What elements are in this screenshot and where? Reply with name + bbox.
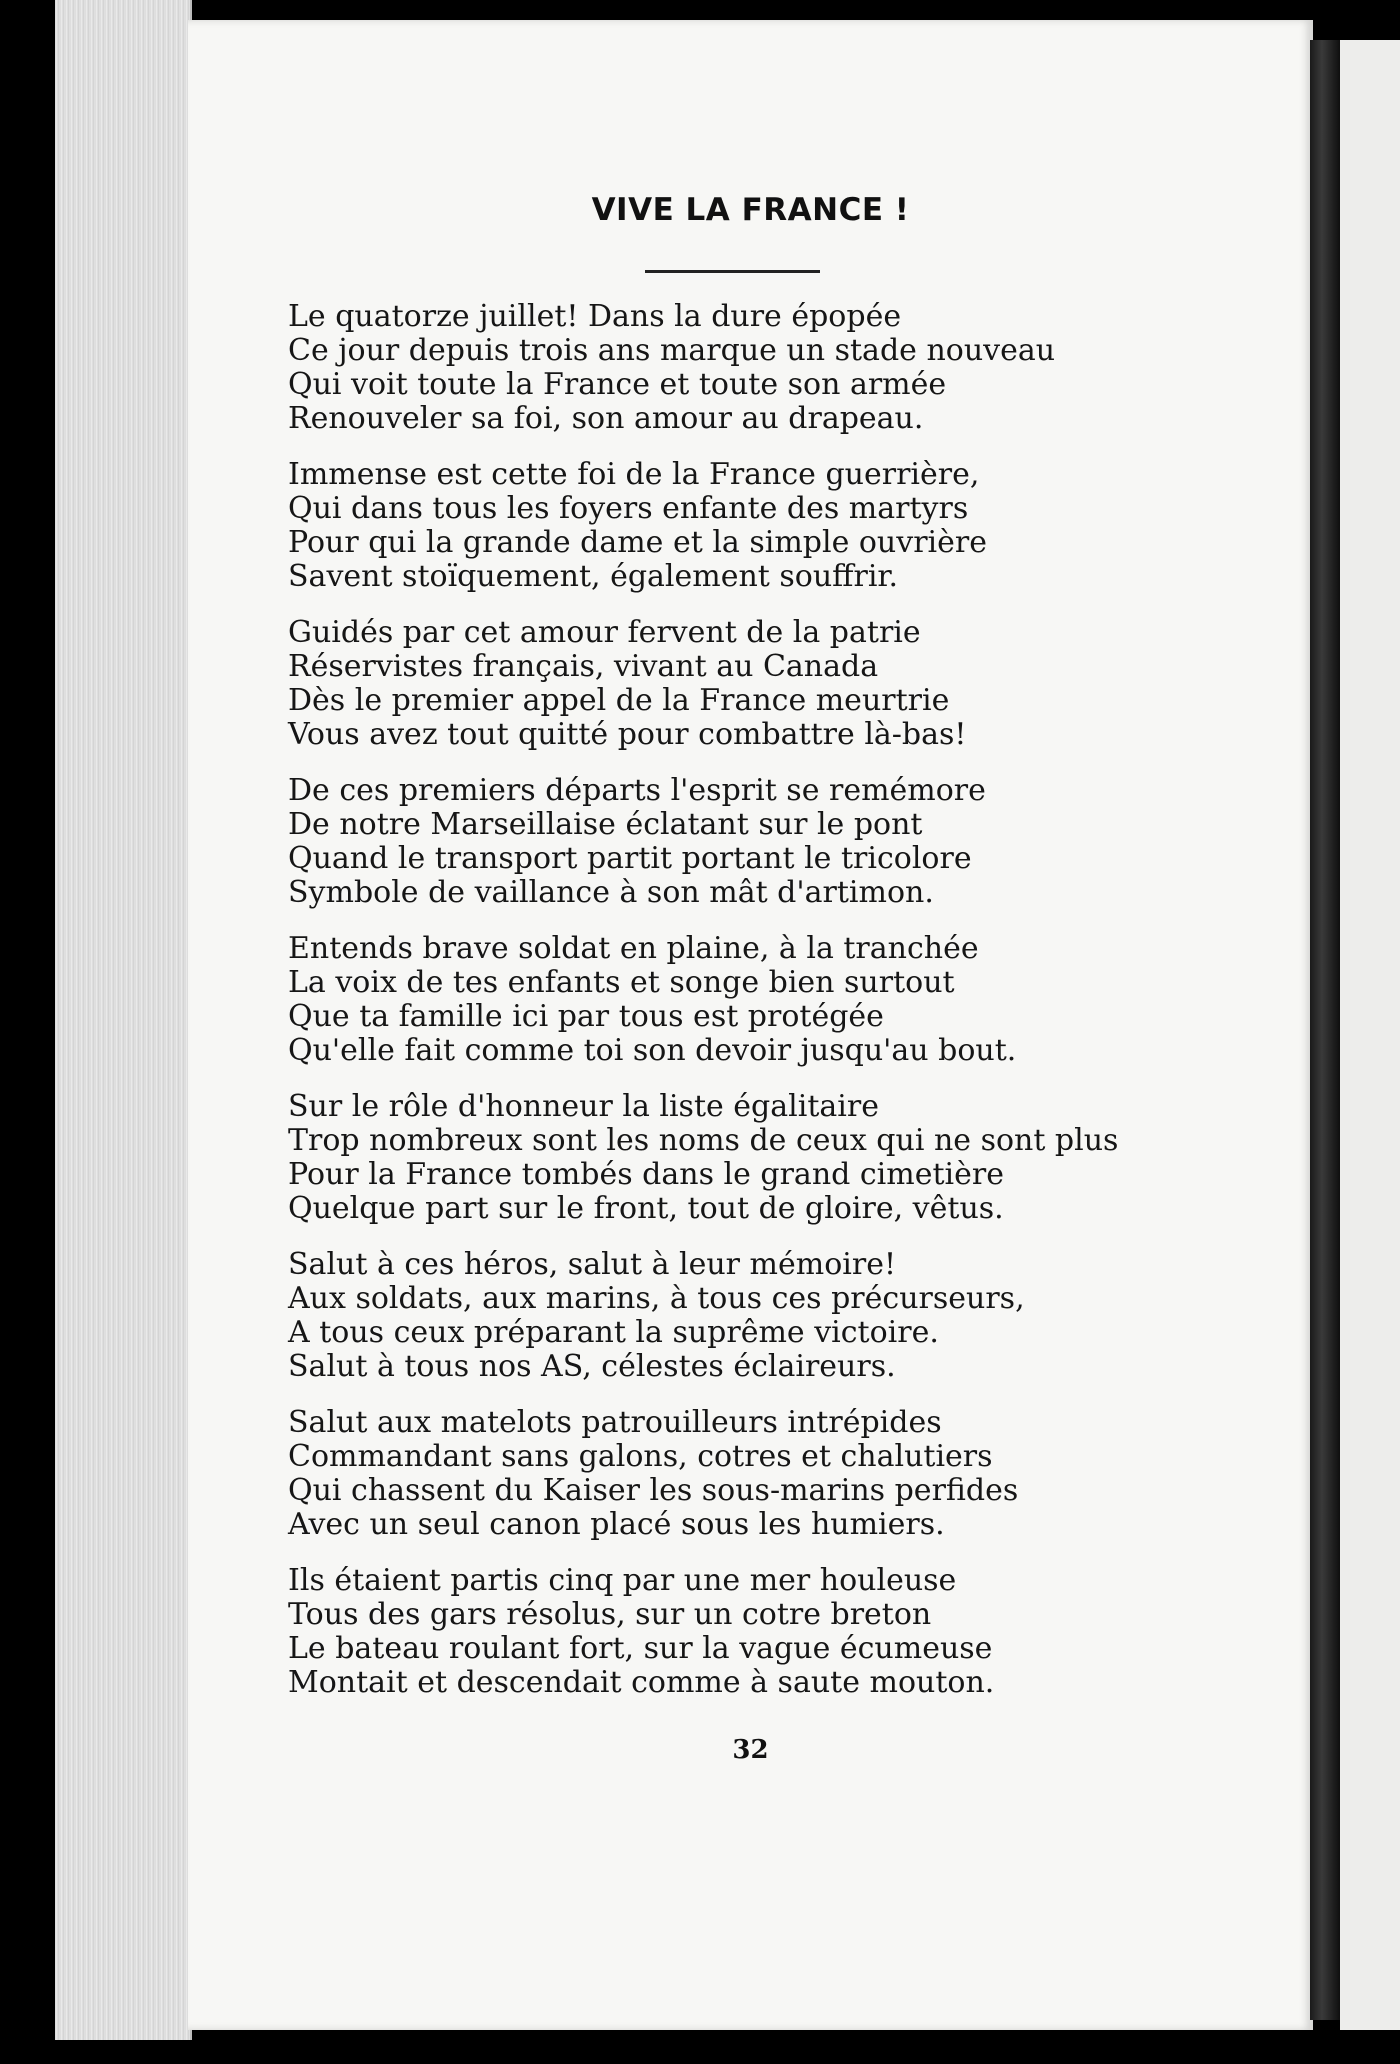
poem-line: Trop nombreux sont les noms de ceux qui ne sont plus (288, 1123, 1119, 1158)
stanza (288, 932, 1168, 1068)
poem-line: Aux soldats, aux marins, à tous ces précurseurs, (288, 1281, 1025, 1316)
poem-line: Montait et descendait comme à saute mouton. (288, 1665, 995, 1700)
book-gutter (1310, 40, 1340, 2020)
poem-line: De ces premiers départs l'esprit se remémore (288, 773, 986, 808)
poem-line: Sur le rôle d'honneur la liste égalitaire (288, 1089, 879, 1124)
poem-line: La voix de tes enfants et songe bien surtout (288, 965, 955, 1000)
stanza (288, 300, 1168, 436)
page-edges (55, 0, 192, 2040)
poem-line: Renouveler sa foi, son amour au drapeau. (288, 401, 924, 436)
poem-line: Salut aux matelots patrouilleurs intrépides (288, 1405, 942, 1440)
poem-line: Immense est cette foi de la France guerrière, (288, 457, 980, 492)
poem-line: Pour qui la grande dame et la simple ouvrière (288, 525, 987, 560)
poem-line: Guidés par cet amour fervent de la patrie (288, 615, 921, 650)
poem-line: Ils étaient partis cinq par une mer houleuse (288, 1563, 957, 1598)
poem-line: Le bateau roulant fort, sur la vague écumeuse (288, 1631, 993, 1666)
stanza (288, 1564, 1168, 1700)
stanza (288, 1406, 1168, 1542)
poem-line: Entends brave soldat en plaine, à la tranchée (288, 931, 979, 966)
stanza (288, 1248, 1168, 1384)
poem-line: Dès le premier appel de la France meurtrie (288, 683, 950, 718)
stanza (288, 1090, 1168, 1226)
page-number: 32 (732, 1735, 769, 1765)
poem-line: De notre Marseillaise éclatant sur le pont (288, 807, 923, 842)
poem-line: Quelque part sur le front, tout de gloire, vêtus. (288, 1191, 1004, 1226)
stanza (288, 616, 1168, 752)
stanza (288, 774, 1168, 910)
poem-line: Qu'elle fait comme toi son devoir jusqu'au bout. (288, 1033, 1017, 1068)
poem-line: Tous des gars résolus, sur un cotre breton (288, 1597, 932, 1632)
poem-line: Le quatorze juillet! Dans la dure épopée (288, 299, 902, 334)
facing-page-edge (1340, 40, 1400, 2030)
poem-title: VIVE LA FRANCE ! (591, 192, 910, 228)
poem-line: Que ta famille ici par tous est protégée (288, 999, 884, 1034)
poem-line: A tous ceux préparant la suprême victoire. (288, 1315, 939, 1350)
poem-body (288, 300, 1168, 1722)
poem-line: Vous avez tout quitté pour combattre là-bas! (288, 717, 967, 752)
poem-line: Ce jour depuis trois ans marque un stade nouveau (288, 333, 1056, 368)
poem-line: Symbole de vaillance à son mât d'artimon. (288, 875, 934, 910)
poem-line: Pour la France tombés dans le grand cimetière (288, 1157, 1004, 1192)
poem-line: Réservistes français, vivant au Canada (288, 649, 879, 684)
poem-line: Avec un seul canon placé sous les humiers. (288, 1507, 945, 1542)
poem-line: Salut à ces héros, salut à leur mémoire! (288, 1247, 897, 1282)
poem-line: Salut à tous nos AS, célestes éclaireurs. (288, 1349, 896, 1384)
poem-line: Quand le transport partit portant le tricolore (288, 841, 972, 876)
stanza (288, 458, 1168, 594)
poem-line: Commandant sans galons, cotres et chalutiers (288, 1439, 993, 1474)
title-divider (645, 270, 820, 273)
poem-line: Qui dans tous les foyers enfante des martyrs (288, 491, 969, 526)
poem-line: Qui voit toute la France et toute son armée (288, 367, 947, 402)
poem-line: Qui chassent du Kaiser les sous-marins perfides (288, 1473, 1019, 1508)
poem-line: Savent stoïquement, également souffrir. (288, 559, 899, 594)
